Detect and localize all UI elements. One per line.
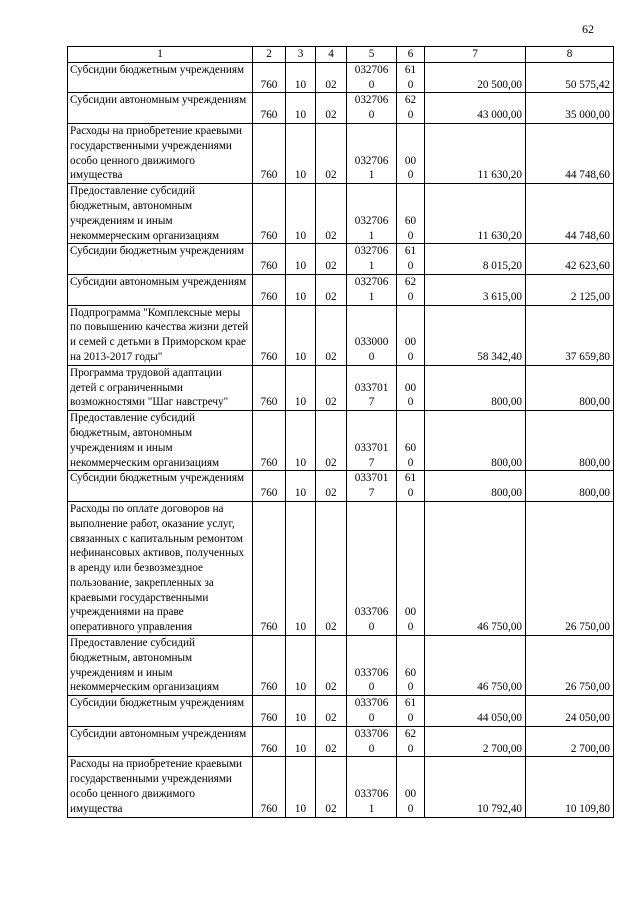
target-code-part1: 033706 bbox=[354, 666, 389, 679]
target-code-part2: 0 bbox=[368, 350, 375, 363]
table-row bbox=[68, 636, 614, 696]
header-cell: 7 bbox=[425, 47, 526, 63]
row-expense-type bbox=[397, 365, 425, 410]
row-name: Субсидии автономным учреждениям bbox=[68, 274, 253, 305]
expense-type-part2: 0 bbox=[407, 802, 414, 815]
expense-type-part1: 61 bbox=[404, 245, 417, 258]
table-row bbox=[68, 274, 614, 305]
row-amount-col7: 800,00 bbox=[425, 365, 526, 410]
target-code-part1: 033706 bbox=[354, 727, 389, 740]
target-code-part1: 033701 bbox=[354, 441, 389, 454]
target-code-part1: 033706 bbox=[354, 697, 389, 710]
target-code-part2: 1 bbox=[368, 290, 375, 303]
row-subsection-code: 02 bbox=[316, 726, 347, 757]
row-target-code bbox=[347, 274, 397, 305]
expense-type-part2: 0 bbox=[407, 742, 414, 755]
row-amount-col8: 800,00 bbox=[526, 365, 614, 410]
row-subsection-code: 02 bbox=[316, 501, 347, 635]
row-name: Субсидии бюджетным учреждениям bbox=[68, 696, 253, 727]
expense-type-part2: 0 bbox=[407, 169, 414, 182]
row-name: Субсидии бюджетным учреждениям bbox=[68, 244, 253, 275]
expense-type-part2: 0 bbox=[407, 350, 414, 363]
row-name: Субсидии автономным учреждениям bbox=[68, 726, 253, 757]
row-target-code bbox=[347, 305, 397, 365]
row-subsection-code: 02 bbox=[316, 184, 347, 244]
expense-type-part2: 0 bbox=[407, 78, 414, 91]
row-amount-col8: 42 623,60 bbox=[526, 244, 614, 275]
row-target-code bbox=[347, 93, 397, 124]
row-subsection-code: 02 bbox=[316, 305, 347, 365]
target-code-part2: 1 bbox=[368, 169, 375, 182]
row-target-code bbox=[347, 471, 397, 502]
header-cell: 8 bbox=[526, 47, 614, 63]
row-amount-col8: 35 000,00 bbox=[526, 93, 614, 124]
target-code-part1: 033701 bbox=[354, 381, 389, 394]
table-row bbox=[68, 123, 614, 183]
table-row bbox=[68, 244, 614, 275]
expense-type-part1: 00 bbox=[404, 788, 417, 801]
header-cell: 1 bbox=[68, 47, 253, 63]
row-amount-col8: 44 748,60 bbox=[526, 123, 614, 183]
row-name: Предоставление субсидий бюджетным, автономным учреждениям и иным некоммерческим организациям bbox=[68, 636, 253, 696]
row-name: Расходы на приобретение краевыми государственными учреждениями особо ценного движимого имущества bbox=[68, 123, 253, 183]
row-amount-col7: 800,00 bbox=[425, 411, 526, 471]
row-name: Субсидии бюджетным учреждениям bbox=[68, 471, 253, 502]
expense-type-part1: 61 bbox=[404, 472, 417, 485]
row-amount-col7: 3 615,00 bbox=[425, 274, 526, 305]
header-cell: 5 bbox=[347, 47, 397, 63]
row-section-code: 10 bbox=[286, 411, 316, 471]
row-amount-col7: 800,00 bbox=[425, 471, 526, 502]
expense-type-part2: 0 bbox=[407, 290, 414, 303]
row-amount-col7: 11 630,20 bbox=[425, 184, 526, 244]
expense-type-part1: 60 bbox=[404, 666, 417, 679]
row-section-code: 10 bbox=[286, 501, 316, 635]
row-amount-col8: 10 109,80 bbox=[526, 757, 614, 817]
row-amount-col7: 10 792,40 bbox=[425, 757, 526, 817]
expense-type-part1: 00 bbox=[404, 381, 417, 394]
table-row bbox=[68, 757, 614, 817]
row-amount-col7: 20 500,00 bbox=[425, 62, 526, 93]
row-expense-type bbox=[397, 471, 425, 502]
row-amount-col7: 44 050,00 bbox=[425, 696, 526, 727]
page-number: 62 bbox=[582, 22, 594, 36]
budget-table bbox=[67, 46, 614, 818]
table-body bbox=[68, 62, 614, 817]
row-amount-col7: 58 342,40 bbox=[425, 305, 526, 365]
row-amount-col7: 2 700,00 bbox=[425, 726, 526, 757]
row-amount-col8: 2 125,00 bbox=[526, 274, 614, 305]
row-subsection-code: 02 bbox=[316, 244, 347, 275]
row-subsection-code: 02 bbox=[316, 123, 347, 183]
row-amount-col8: 44 748,60 bbox=[526, 184, 614, 244]
row-section-code: 10 bbox=[286, 696, 316, 727]
row-ministry-code: 760 bbox=[253, 274, 286, 305]
row-expense-type bbox=[397, 123, 425, 183]
row-ministry-code: 760 bbox=[253, 757, 286, 817]
expense-type-part1: 60 bbox=[404, 441, 417, 454]
expense-type-part2: 0 bbox=[407, 229, 414, 242]
table-row bbox=[68, 696, 614, 727]
row-ministry-code: 760 bbox=[253, 696, 286, 727]
expense-type-part2: 0 bbox=[407, 621, 414, 634]
row-target-code bbox=[347, 696, 397, 727]
expense-type-part1: 61 bbox=[404, 63, 417, 76]
target-code-part2: 0 bbox=[368, 109, 375, 122]
row-expense-type bbox=[397, 636, 425, 696]
table-row bbox=[68, 184, 614, 244]
row-ministry-code: 760 bbox=[253, 726, 286, 757]
row-expense-type bbox=[397, 305, 425, 365]
row-amount-col8: 37 659,80 bbox=[526, 305, 614, 365]
row-name: Программа трудовой адаптации детей с ограниченными возможностями "Шаг навстречу" bbox=[68, 365, 253, 410]
row-ministry-code: 760 bbox=[253, 62, 286, 93]
header-cell: 6 bbox=[397, 47, 425, 63]
row-target-code bbox=[347, 244, 397, 275]
row-expense-type bbox=[397, 757, 425, 817]
row-ministry-code: 760 bbox=[253, 123, 286, 183]
row-subsection-code: 02 bbox=[316, 411, 347, 471]
row-target-code bbox=[347, 636, 397, 696]
row-expense-type bbox=[397, 411, 425, 471]
row-ministry-code: 760 bbox=[253, 501, 286, 635]
target-code-part1: 033000 bbox=[354, 336, 389, 349]
row-section-code: 10 bbox=[286, 365, 316, 410]
target-code-part2: 0 bbox=[368, 742, 375, 755]
row-ministry-code: 760 bbox=[253, 305, 286, 365]
row-ministry-code: 760 bbox=[253, 244, 286, 275]
table-row bbox=[68, 93, 614, 124]
row-target-code bbox=[347, 184, 397, 244]
table-row bbox=[68, 305, 614, 365]
row-target-code bbox=[347, 757, 397, 817]
expense-type-part2: 0 bbox=[407, 681, 414, 694]
table-row bbox=[68, 62, 614, 93]
row-amount-col7: 46 750,00 bbox=[425, 636, 526, 696]
target-code-part1: 033701 bbox=[354, 472, 389, 485]
row-amount-col7: 43 000,00 bbox=[425, 93, 526, 124]
row-target-code bbox=[347, 501, 397, 635]
expense-type-part1: 00 bbox=[404, 154, 417, 167]
row-ministry-code: 760 bbox=[253, 471, 286, 502]
row-target-code bbox=[347, 726, 397, 757]
row-name: Субсидии автономным учреждениям bbox=[68, 93, 253, 124]
row-subsection-code: 02 bbox=[316, 93, 347, 124]
table-header-row bbox=[68, 47, 614, 63]
target-code-part1: 033706 bbox=[354, 606, 389, 619]
row-amount-col8: 800,00 bbox=[526, 471, 614, 502]
expense-type-part1: 60 bbox=[404, 214, 417, 227]
row-section-code: 10 bbox=[286, 726, 316, 757]
row-expense-type bbox=[397, 93, 425, 124]
table-row bbox=[68, 411, 614, 471]
row-amount-col7: 46 750,00 bbox=[425, 501, 526, 635]
header-cell: 4 bbox=[316, 47, 347, 63]
row-amount-col7: 8 015,20 bbox=[425, 244, 526, 275]
target-code-part2: 0 bbox=[368, 712, 375, 725]
row-target-code bbox=[347, 62, 397, 93]
row-target-code bbox=[347, 365, 397, 410]
expense-type-part1: 62 bbox=[404, 727, 417, 740]
row-amount-col8: 800,00 bbox=[526, 411, 614, 471]
row-name: Подпрограмма "Комплексные меры по повышению качества жизни детей и семей с детьми в Приморском крае на 2013-2017 годы" bbox=[68, 305, 253, 365]
expense-type-part2: 0 bbox=[407, 456, 414, 469]
header-cell: 3 bbox=[286, 47, 316, 63]
target-code-part2: 7 bbox=[368, 396, 375, 409]
row-section-code: 10 bbox=[286, 244, 316, 275]
row-expense-type bbox=[397, 726, 425, 757]
row-name: Предоставление субсидий бюджетным, автономным учреждениям и иным некоммерческим организациям bbox=[68, 184, 253, 244]
target-code-part2: 1 bbox=[368, 260, 375, 273]
target-code-part2: 7 bbox=[368, 456, 375, 469]
row-subsection-code: 02 bbox=[316, 274, 347, 305]
target-code-part2: 0 bbox=[368, 78, 375, 91]
row-section-code: 10 bbox=[286, 305, 316, 365]
expense-type-part1: 00 bbox=[404, 336, 417, 349]
expense-type-part2: 0 bbox=[407, 260, 414, 273]
row-section-code: 10 bbox=[286, 123, 316, 183]
row-name: Расходы на приобретение краевыми государственными учреждениями особо ценного движимого имущества bbox=[68, 757, 253, 817]
row-ministry-code: 760 bbox=[253, 411, 286, 471]
row-name: Предоставление субсидий бюджетным, автономным учреждениям и иным некоммерческим организациям bbox=[68, 411, 253, 471]
expense-type-part1: 62 bbox=[404, 94, 417, 107]
row-ministry-code: 760 bbox=[253, 636, 286, 696]
row-amount-col8: 24 050,00 bbox=[526, 696, 614, 727]
expense-type-part1: 62 bbox=[404, 275, 417, 288]
table-row bbox=[68, 471, 614, 502]
row-amount-col8: 26 750,00 bbox=[526, 636, 614, 696]
row-subsection-code: 02 bbox=[316, 757, 347, 817]
expense-type-part2: 0 bbox=[407, 487, 414, 500]
table-row bbox=[68, 365, 614, 410]
row-ministry-code: 760 bbox=[253, 93, 286, 124]
row-ministry-code: 760 bbox=[253, 184, 286, 244]
expense-type-part2: 0 bbox=[407, 109, 414, 122]
expense-type-part1: 61 bbox=[404, 697, 417, 710]
row-section-code: 10 bbox=[286, 93, 316, 124]
row-subsection-code: 02 bbox=[316, 696, 347, 727]
row-section-code: 10 bbox=[286, 636, 316, 696]
target-code-part2: 0 bbox=[368, 681, 375, 694]
table-row bbox=[68, 501, 614, 635]
expense-type-part1: 00 bbox=[404, 606, 417, 619]
row-expense-type bbox=[397, 184, 425, 244]
target-code-part2: 7 bbox=[368, 487, 375, 500]
row-subsection-code: 02 bbox=[316, 471, 347, 502]
target-code-part2: 1 bbox=[368, 802, 375, 815]
row-section-code: 10 bbox=[286, 274, 316, 305]
target-code-part1: 032706 bbox=[354, 154, 389, 167]
expense-type-part2: 0 bbox=[407, 396, 414, 409]
row-expense-type bbox=[397, 696, 425, 727]
target-code-part1: 032706 bbox=[354, 63, 389, 76]
row-amount-col7: 11 630,20 bbox=[425, 123, 526, 183]
row-target-code bbox=[347, 411, 397, 471]
row-ministry-code: 760 bbox=[253, 365, 286, 410]
row-section-code: 10 bbox=[286, 62, 316, 93]
target-code-part1: 032706 bbox=[354, 275, 389, 288]
target-code-part1: 033706 bbox=[354, 788, 389, 801]
row-section-code: 10 bbox=[286, 471, 316, 502]
header-cell: 2 bbox=[253, 47, 286, 63]
row-subsection-code: 02 bbox=[316, 62, 347, 93]
row-expense-type bbox=[397, 62, 425, 93]
row-expense-type bbox=[397, 274, 425, 305]
row-target-code bbox=[347, 123, 397, 183]
row-subsection-code: 02 bbox=[316, 365, 347, 410]
row-expense-type bbox=[397, 501, 425, 635]
row-amount-col8: 50 575,42 bbox=[526, 62, 614, 93]
row-name: Расходы по оплате договоров на выполнение работ, оказание услуг, связанных с капитальным ремонтом нефинансовых активов, полученных в аренду или безвозмездное пользование, закрепленных за краевыми государственными учреждениями на праве оперативного управления bbox=[68, 501, 253, 635]
expense-type-part2: 0 bbox=[407, 712, 414, 725]
target-code-part2: 1 bbox=[368, 229, 375, 242]
row-section-code: 10 bbox=[286, 184, 316, 244]
table-row bbox=[68, 726, 614, 757]
target-code-part1: 032706 bbox=[354, 214, 389, 227]
row-section-code: 10 bbox=[286, 757, 316, 817]
row-amount-col8: 26 750,00 bbox=[526, 501, 614, 635]
row-amount-col8: 2 700,00 bbox=[526, 726, 614, 757]
target-code-part1: 032706 bbox=[354, 94, 389, 107]
row-name: Субсидии бюджетным учреждениям bbox=[68, 62, 253, 93]
row-subsection-code: 02 bbox=[316, 636, 347, 696]
target-code-part2: 0 bbox=[368, 621, 375, 634]
row-expense-type bbox=[397, 244, 425, 275]
target-code-part1: 032706 bbox=[354, 245, 389, 258]
